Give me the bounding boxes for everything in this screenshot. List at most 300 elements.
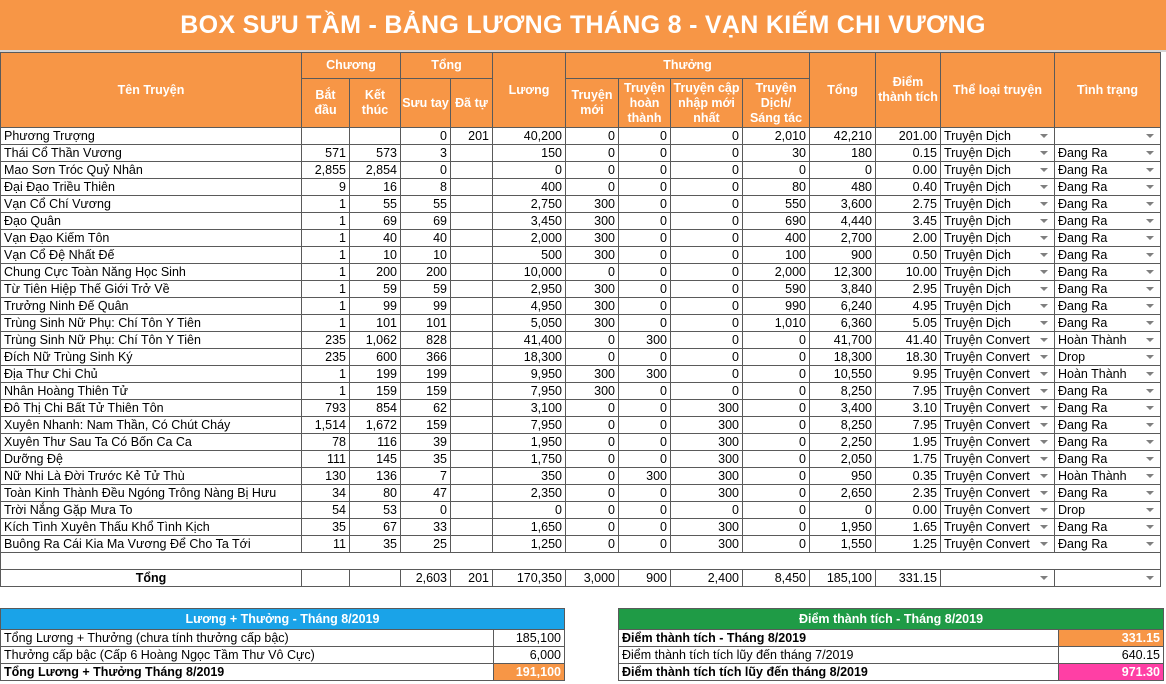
cell-da-tu[interactable] <box>451 128 493 145</box>
cell-ket-thuc[interactable] <box>350 383 401 400</box>
cell-cap-nhap[interactable] <box>671 213 743 230</box>
cell-bat-dau[interactable] <box>302 145 350 162</box>
cell-dich[interactable] <box>743 213 810 230</box>
cell-dich[interactable] <box>743 332 810 349</box>
cell-tong[interactable] <box>810 485 876 502</box>
cell-tinh-trang[interactable] <box>1055 417 1161 434</box>
cell-bat-dau[interactable] <box>302 349 350 366</box>
cell-luong[interactable] <box>493 264 566 281</box>
cell-luong[interactable] <box>493 349 566 366</box>
cell-da-tu[interactable] <box>451 468 493 485</box>
cell-da-tu[interactable] <box>451 230 493 247</box>
cell-hoan-thanh[interactable] <box>619 485 671 502</box>
cell-ten-truyen[interactable] <box>1 519 302 536</box>
cell-luong[interactable] <box>493 145 566 162</box>
cell-luong[interactable] <box>493 400 566 417</box>
cell-ten-truyen[interactable] <box>1 366 302 383</box>
cell-cap-nhap[interactable] <box>671 434 743 451</box>
cell-da-tu[interactable] <box>451 434 493 451</box>
cell-tong[interactable] <box>810 162 876 179</box>
cell-cap-nhap[interactable] <box>671 366 743 383</box>
cell-luong[interactable] <box>493 417 566 434</box>
cell-bat-dau[interactable] <box>302 332 350 349</box>
cell-dich[interactable] <box>743 434 810 451</box>
cell-hoan-thanh[interactable] <box>619 400 671 417</box>
cell-diem[interactable] <box>876 485 941 502</box>
cell-cap-nhap[interactable] <box>671 264 743 281</box>
cell-diem[interactable] <box>876 196 941 213</box>
cell-ket-thuc[interactable] <box>350 536 401 553</box>
cell-the-loai[interactable] <box>941 162 1055 179</box>
cell-dich[interactable] <box>743 468 810 485</box>
cell-bat-dau[interactable] <box>302 468 350 485</box>
cell-diem[interactable] <box>876 383 941 400</box>
cell-luong[interactable] <box>493 536 566 553</box>
cell-ten-truyen[interactable] <box>1 162 302 179</box>
cell-the-loai[interactable] <box>941 383 1055 400</box>
cell-hoan-thanh[interactable] <box>619 502 671 519</box>
cell-suu-tay[interactable] <box>401 230 451 247</box>
cell-cap-nhap[interactable] <box>671 315 743 332</box>
cell-cap-nhap[interactable] <box>671 196 743 213</box>
cell-hoan-thanh[interactable] <box>619 179 671 196</box>
cell-ket-thuc[interactable] <box>350 162 401 179</box>
cell-luong[interactable] <box>493 162 566 179</box>
cell-da-tu[interactable] <box>451 196 493 213</box>
cell-truyen-moi[interactable] <box>566 145 619 162</box>
cell-truyen-moi[interactable] <box>566 162 619 179</box>
cell-suu-tay[interactable] <box>401 383 451 400</box>
cell-tinh-trang[interactable] <box>1055 298 1161 315</box>
cell-bat-dau[interactable] <box>302 281 350 298</box>
cell-suu-tay[interactable] <box>401 485 451 502</box>
cell-bat-dau[interactable] <box>302 383 350 400</box>
cell-tinh-trang[interactable] <box>1055 451 1161 468</box>
cell-da-tu[interactable] <box>451 281 493 298</box>
cell-luong[interactable] <box>493 383 566 400</box>
cell-the-loai[interactable] <box>941 519 1055 536</box>
cell-ten-truyen[interactable] <box>1 434 302 451</box>
cell-tinh-trang[interactable] <box>1055 502 1161 519</box>
cell-suu-tay[interactable] <box>401 400 451 417</box>
cell-dich[interactable] <box>743 196 810 213</box>
cell-diem[interactable] <box>876 468 941 485</box>
cell-cap-nhap[interactable] <box>671 298 743 315</box>
cell-ket-thuc[interactable] <box>350 128 401 145</box>
cell-bat-dau[interactable] <box>302 519 350 536</box>
cell-diem[interactable] <box>876 519 941 536</box>
cell-ket-thuc[interactable] <box>350 502 401 519</box>
cell-tong[interactable] <box>810 213 876 230</box>
cell-da-tu[interactable] <box>451 264 493 281</box>
cell-tong[interactable] <box>810 230 876 247</box>
cell-diem[interactable] <box>876 230 941 247</box>
cell-ket-thuc[interactable] <box>350 332 401 349</box>
cell-truyen-moi[interactable] <box>566 349 619 366</box>
cell-hoan-thanh[interactable] <box>619 519 671 536</box>
cell-dich[interactable] <box>743 417 810 434</box>
cell-bat-dau[interactable] <box>302 162 350 179</box>
cell-da-tu[interactable] <box>451 162 493 179</box>
cell-truyen-moi[interactable] <box>566 485 619 502</box>
cell-the-loai[interactable] <box>941 485 1055 502</box>
cell-tong[interactable] <box>810 264 876 281</box>
cell-truyen-moi[interactable] <box>566 434 619 451</box>
cell-diem[interactable] <box>876 349 941 366</box>
cell-ten-truyen[interactable] <box>1 400 302 417</box>
cell-tong[interactable] <box>810 196 876 213</box>
cell-ket-thuc[interactable] <box>350 400 401 417</box>
cell-cap-nhap[interactable] <box>671 179 743 196</box>
cell-hoan-thanh[interactable] <box>619 332 671 349</box>
cell-the-loai[interactable] <box>941 536 1055 553</box>
cell-hoan-thanh[interactable] <box>619 434 671 451</box>
cell-dich[interactable] <box>743 400 810 417</box>
cell-bat-dau[interactable] <box>302 400 350 417</box>
cell-luong[interactable] <box>493 519 566 536</box>
cell-suu-tay[interactable] <box>401 179 451 196</box>
cell-tong[interactable] <box>810 281 876 298</box>
cell-truyen-moi[interactable] <box>566 400 619 417</box>
cell-cap-nhap[interactable] <box>671 281 743 298</box>
cell-tong[interactable] <box>810 349 876 366</box>
cell-tinh-trang[interactable] <box>1055 315 1161 332</box>
cell-dich[interactable] <box>743 145 810 162</box>
cell-dich[interactable] <box>743 383 810 400</box>
cell-tong[interactable] <box>810 247 876 264</box>
cell-truyen-moi[interactable] <box>566 536 619 553</box>
cell-suu-tay[interactable] <box>401 332 451 349</box>
cell-ket-thuc[interactable] <box>350 349 401 366</box>
cell-dich[interactable] <box>743 264 810 281</box>
cell-the-loai[interactable] <box>941 332 1055 349</box>
cell-truyen-moi[interactable] <box>566 332 619 349</box>
cell-ten-truyen[interactable] <box>1 179 302 196</box>
cell-tinh-trang[interactable] <box>1055 332 1161 349</box>
cell-tinh-trang[interactable] <box>1055 213 1161 230</box>
cell-hoan-thanh[interactable] <box>619 128 671 145</box>
cell-the-loai[interactable] <box>941 468 1055 485</box>
cell-bat-dau[interactable] <box>302 366 350 383</box>
cell-ket-thuc[interactable] <box>350 451 401 468</box>
cell-cap-nhap[interactable] <box>671 383 743 400</box>
cell-cap-nhap[interactable] <box>671 247 743 264</box>
cell-luong[interactable] <box>493 213 566 230</box>
cell-tong[interactable] <box>810 332 876 349</box>
cell-tinh-trang[interactable] <box>1055 264 1161 281</box>
cell-ket-thuc[interactable] <box>350 366 401 383</box>
cell-diem[interactable] <box>876 281 941 298</box>
cell-truyen-moi[interactable] <box>566 502 619 519</box>
cell-the-loai[interactable] <box>941 264 1055 281</box>
cell-da-tu[interactable] <box>451 451 493 468</box>
cell-truyen-moi[interactable] <box>566 128 619 145</box>
cell-suu-tay[interactable] <box>401 502 451 519</box>
cell-hoan-thanh[interactable] <box>619 366 671 383</box>
cell-cap-nhap[interactable] <box>671 128 743 145</box>
cell-tong[interactable] <box>810 519 876 536</box>
cell-hoan-thanh[interactable] <box>619 213 671 230</box>
cell-da-tu[interactable] <box>451 519 493 536</box>
cell-ket-thuc[interactable] <box>350 196 401 213</box>
cell-dich[interactable] <box>743 536 810 553</box>
cell-suu-tay[interactable] <box>401 417 451 434</box>
cell-the-loai[interactable] <box>941 434 1055 451</box>
cell-the-loai[interactable] <box>941 451 1055 468</box>
cell-da-tu[interactable] <box>451 349 493 366</box>
cell-bat-dau[interactable] <box>302 213 350 230</box>
cell-cap-nhap[interactable] <box>671 451 743 468</box>
cell-da-tu[interactable] <box>451 179 493 196</box>
cell-hoan-thanh[interactable] <box>619 230 671 247</box>
cell-dich[interactable] <box>743 298 810 315</box>
cell-da-tu[interactable] <box>451 502 493 519</box>
cell-diem[interactable] <box>876 128 941 145</box>
cell-tong[interactable] <box>810 502 876 519</box>
cell-hoan-thanh[interactable] <box>619 247 671 264</box>
cell-da-tu[interactable] <box>451 417 493 434</box>
cell-tong[interactable] <box>810 366 876 383</box>
cell-diem[interactable] <box>876 332 941 349</box>
cell-tinh-trang[interactable] <box>1055 128 1161 145</box>
cell-tong[interactable] <box>810 434 876 451</box>
cell-cap-nhap[interactable] <box>671 145 743 162</box>
cell-ten-truyen[interactable] <box>1 502 302 519</box>
cell-cap-nhap[interactable] <box>671 349 743 366</box>
cell-da-tu[interactable] <box>451 247 493 264</box>
cell-suu-tay[interactable] <box>401 281 451 298</box>
cell-suu-tay[interactable] <box>401 451 451 468</box>
cell-suu-tay[interactable] <box>401 434 451 451</box>
cell-dich[interactable] <box>743 366 810 383</box>
cell-ten-truyen[interactable] <box>1 298 302 315</box>
cell-luong[interactable] <box>493 128 566 145</box>
cell-diem[interactable] <box>876 162 941 179</box>
total-cell[interactable] <box>302 570 350 587</box>
cell-truyen-moi[interactable] <box>566 451 619 468</box>
cell-luong[interactable] <box>493 298 566 315</box>
cell-truyen-moi[interactable] <box>566 366 619 383</box>
cell-tong[interactable] <box>810 383 876 400</box>
cell-dich[interactable] <box>743 247 810 264</box>
cell-the-loai[interactable] <box>941 247 1055 264</box>
cell-diem[interactable] <box>876 400 941 417</box>
cell-ten-truyen[interactable] <box>1 230 302 247</box>
cell-ket-thuc[interactable] <box>350 485 401 502</box>
cell-ket-thuc[interactable] <box>350 264 401 281</box>
cell-hoan-thanh[interactable] <box>619 383 671 400</box>
cell-hoan-thanh[interactable] <box>619 298 671 315</box>
cell-tong[interactable] <box>810 417 876 434</box>
cell-ten-truyen[interactable] <box>1 383 302 400</box>
cell-the-loai[interactable] <box>941 196 1055 213</box>
cell-hoan-thanh[interactable] <box>619 417 671 434</box>
cell-diem[interactable] <box>876 366 941 383</box>
cell-ten-truyen[interactable] <box>1 349 302 366</box>
cell-ket-thuc[interactable] <box>350 298 401 315</box>
cell-the-loai[interactable] <box>941 502 1055 519</box>
total-the-loai-dropdown[interactable] <box>941 570 1055 587</box>
cell-tinh-trang[interactable] <box>1055 162 1161 179</box>
cell-tinh-trang[interactable] <box>1055 196 1161 213</box>
cell-dich[interactable] <box>743 281 810 298</box>
cell-bat-dau[interactable] <box>302 230 350 247</box>
cell-hoan-thanh[interactable] <box>619 349 671 366</box>
cell-bat-dau[interactable] <box>302 417 350 434</box>
cell-the-loai[interactable] <box>941 417 1055 434</box>
cell-ket-thuc[interactable] <box>350 281 401 298</box>
cell-the-loai[interactable] <box>941 128 1055 145</box>
cell-suu-tay[interactable] <box>401 298 451 315</box>
cell-da-tu[interactable] <box>451 213 493 230</box>
cell-da-tu[interactable] <box>451 383 493 400</box>
cell-ten-truyen[interactable] <box>1 332 302 349</box>
cell-cap-nhap[interactable] <box>671 536 743 553</box>
cell-luong[interactable] <box>493 502 566 519</box>
cell-truyen-moi[interactable] <box>566 281 619 298</box>
cell-tinh-trang[interactable] <box>1055 179 1161 196</box>
cell-cap-nhap[interactable] <box>671 502 743 519</box>
cell-truyen-moi[interactable] <box>566 196 619 213</box>
cell-truyen-moi[interactable] <box>566 264 619 281</box>
cell-ket-thuc[interactable] <box>350 519 401 536</box>
cell-suu-tay[interactable] <box>401 162 451 179</box>
cell-da-tu[interactable] <box>451 145 493 162</box>
cell-suu-tay[interactable] <box>401 468 451 485</box>
cell-cap-nhap[interactable] <box>671 230 743 247</box>
cell-the-loai[interactable] <box>941 298 1055 315</box>
cell-diem[interactable] <box>876 502 941 519</box>
cell-dich[interactable] <box>743 502 810 519</box>
cell-tinh-trang[interactable] <box>1055 383 1161 400</box>
cell-truyen-moi[interactable] <box>566 230 619 247</box>
cell-da-tu[interactable] <box>451 332 493 349</box>
cell-ten-truyen[interactable] <box>1 281 302 298</box>
cell-cap-nhap[interactable] <box>671 162 743 179</box>
cell-ten-truyen[interactable] <box>1 468 302 485</box>
cell-diem[interactable] <box>876 179 941 196</box>
cell-suu-tay[interactable] <box>401 366 451 383</box>
cell-truyen-moi[interactable] <box>566 247 619 264</box>
cell-tinh-trang[interactable] <box>1055 281 1161 298</box>
cell-truyen-moi[interactable] <box>566 315 619 332</box>
blank-cell[interactable] <box>1 553 1161 570</box>
cell-ten-truyen[interactable] <box>1 196 302 213</box>
cell-da-tu[interactable] <box>451 298 493 315</box>
cell-dich[interactable] <box>743 230 810 247</box>
cell-bat-dau[interactable] <box>302 179 350 196</box>
cell-ket-thuc[interactable] <box>350 179 401 196</box>
cell-suu-tay[interactable] <box>401 247 451 264</box>
cell-ten-truyen[interactable] <box>1 315 302 332</box>
cell-hoan-thanh[interactable] <box>619 162 671 179</box>
cell-hoan-thanh[interactable] <box>619 536 671 553</box>
total-cell[interactable] <box>350 570 401 587</box>
cell-the-loai[interactable] <box>941 230 1055 247</box>
cell-truyen-moi[interactable] <box>566 213 619 230</box>
cell-diem[interactable] <box>876 417 941 434</box>
cell-da-tu[interactable] <box>451 315 493 332</box>
cell-luong[interactable] <box>493 315 566 332</box>
cell-the-loai[interactable] <box>941 315 1055 332</box>
cell-hoan-thanh[interactable] <box>619 145 671 162</box>
cell-suu-tay[interactable] <box>401 536 451 553</box>
cell-dich[interactable] <box>743 451 810 468</box>
cell-diem[interactable] <box>876 315 941 332</box>
cell-cap-nhap[interactable] <box>671 468 743 485</box>
cell-tinh-trang[interactable] <box>1055 366 1161 383</box>
cell-hoan-thanh[interactable] <box>619 451 671 468</box>
cell-luong[interactable] <box>493 332 566 349</box>
cell-suu-tay[interactable] <box>401 145 451 162</box>
cell-ket-thuc[interactable] <box>350 145 401 162</box>
cell-cap-nhap[interactable] <box>671 400 743 417</box>
cell-suu-tay[interactable] <box>401 264 451 281</box>
cell-hoan-thanh[interactable] <box>619 281 671 298</box>
cell-tinh-trang[interactable] <box>1055 145 1161 162</box>
cell-diem[interactable] <box>876 536 941 553</box>
cell-the-loai[interactable] <box>941 213 1055 230</box>
cell-bat-dau[interactable] <box>302 485 350 502</box>
cell-diem[interactable] <box>876 145 941 162</box>
cell-suu-tay[interactable] <box>401 128 451 145</box>
cell-the-loai[interactable] <box>941 400 1055 417</box>
cell-bat-dau[interactable] <box>302 128 350 145</box>
cell-the-loai[interactable] <box>941 145 1055 162</box>
cell-tong[interactable] <box>810 536 876 553</box>
cell-bat-dau[interactable] <box>302 264 350 281</box>
cell-da-tu[interactable] <box>451 366 493 383</box>
cell-bat-dau[interactable] <box>302 451 350 468</box>
cell-luong[interactable] <box>493 196 566 213</box>
cell-cap-nhap[interactable] <box>671 332 743 349</box>
cell-bat-dau[interactable] <box>302 298 350 315</box>
cell-hoan-thanh[interactable] <box>619 468 671 485</box>
cell-ket-thuc[interactable] <box>350 468 401 485</box>
cell-truyen-moi[interactable] <box>566 519 619 536</box>
cell-diem[interactable] <box>876 247 941 264</box>
cell-tinh-trang[interactable] <box>1055 349 1161 366</box>
cell-tong[interactable] <box>810 145 876 162</box>
cell-hoan-thanh[interactable] <box>619 315 671 332</box>
cell-dich[interactable] <box>743 485 810 502</box>
cell-ten-truyen[interactable] <box>1 213 302 230</box>
cell-bat-dau[interactable] <box>302 502 350 519</box>
cell-ten-truyen[interactable] <box>1 417 302 434</box>
cell-luong[interactable] <box>493 281 566 298</box>
cell-bat-dau[interactable] <box>302 315 350 332</box>
cell-tinh-trang[interactable] <box>1055 536 1161 553</box>
cell-tinh-trang[interactable] <box>1055 230 1161 247</box>
cell-truyen-moi[interactable] <box>566 417 619 434</box>
cell-suu-tay[interactable] <box>401 315 451 332</box>
cell-cap-nhap[interactable] <box>671 485 743 502</box>
cell-truyen-moi[interactable] <box>566 298 619 315</box>
cell-tong[interactable] <box>810 468 876 485</box>
cell-ten-truyen[interactable] <box>1 264 302 281</box>
cell-suu-tay[interactable] <box>401 213 451 230</box>
cell-ket-thuc[interactable] <box>350 315 401 332</box>
cell-suu-tay[interactable] <box>401 196 451 213</box>
cell-tinh-trang[interactable] <box>1055 247 1161 264</box>
cell-bat-dau[interactable] <box>302 434 350 451</box>
cell-luong[interactable] <box>493 230 566 247</box>
cell-cap-nhap[interactable] <box>671 417 743 434</box>
cell-tong[interactable] <box>810 400 876 417</box>
cell-ket-thuc[interactable] <box>350 434 401 451</box>
cell-ket-thuc[interactable] <box>350 213 401 230</box>
cell-ket-thuc[interactable] <box>350 230 401 247</box>
